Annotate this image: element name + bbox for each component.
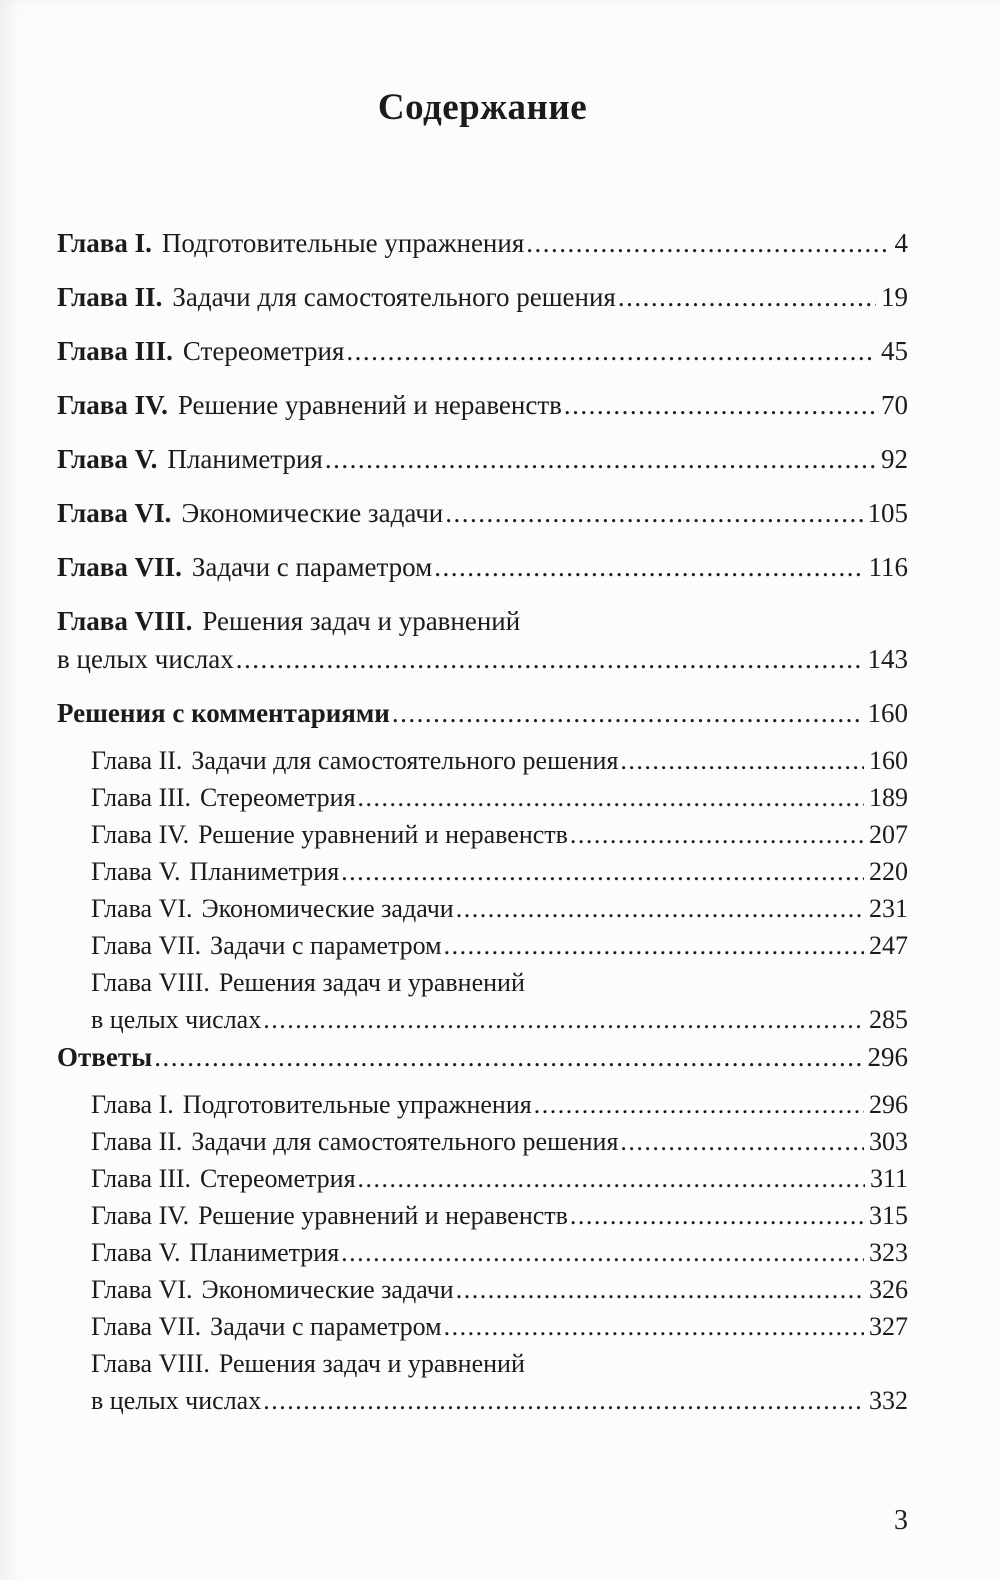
dot-leader xyxy=(564,391,876,419)
toc-entry-title: Решения задач и уравнений xyxy=(202,606,521,636)
toc-entry-page: 143 xyxy=(867,644,908,674)
toc-entry xyxy=(57,1043,908,1071)
toc-entry-line xyxy=(91,858,908,885)
toc-entry-title: Решение уравнений и неравенств xyxy=(177,390,562,420)
toc-entry-page: 160 xyxy=(867,698,908,728)
toc-entry-title: Ответы xyxy=(57,1042,153,1072)
toc-entry-line-continued xyxy=(57,645,908,673)
toc-entry-line xyxy=(91,1239,908,1266)
toc-entry xyxy=(57,445,908,473)
toc-entry xyxy=(57,229,908,257)
toc-entry xyxy=(57,553,908,581)
dot-leader xyxy=(456,895,864,922)
toc-entry-page: 45 xyxy=(881,336,908,366)
toc-list xyxy=(57,229,908,1414)
toc-entry-page: 105 xyxy=(867,498,908,528)
toc-entry-page: 311 xyxy=(869,1164,908,1193)
toc-entry-page: 323 xyxy=(869,1238,908,1267)
toc-entry-page: 4 xyxy=(894,228,908,258)
toc-entry-line xyxy=(91,969,908,996)
toc-entry-title: Экономические задачи xyxy=(201,1275,454,1304)
toc-entry-title: Задачи с параметром xyxy=(191,552,433,582)
toc-entry xyxy=(57,607,908,673)
toc-title: Содержание xyxy=(377,87,588,128)
dot-leader xyxy=(341,1239,864,1266)
toc-entry xyxy=(57,895,908,922)
toc-entry-page: 160 xyxy=(869,746,908,775)
toc-entry xyxy=(57,858,908,885)
toc-entry-line xyxy=(91,932,908,959)
dot-leader xyxy=(263,1006,864,1033)
toc-entry-label: Глава III. xyxy=(91,1164,192,1193)
toc-entry-page: 327 xyxy=(869,1312,908,1341)
toc-entry-line xyxy=(57,337,908,365)
dot-leader xyxy=(570,1202,864,1229)
toc-entry xyxy=(57,969,908,1033)
toc-entry xyxy=(57,821,908,848)
toc-entry-label: Глава VII. xyxy=(57,552,182,582)
toc-entry-label: Глава III. xyxy=(57,336,173,366)
toc-entry-label: Глава V. xyxy=(57,444,158,474)
toc-entry-line xyxy=(91,1350,908,1377)
toc-entry xyxy=(57,1165,908,1192)
toc-entry-label: Глава IV. xyxy=(91,1201,190,1230)
dot-leader xyxy=(392,699,863,727)
toc-entry-title: Задачи для самостоятельного решения xyxy=(191,746,619,775)
dot-leader xyxy=(444,932,864,959)
toc-entry-page: 326 xyxy=(869,1275,908,1304)
toc-entry-label: Глава VIII. xyxy=(91,1349,210,1378)
toc-entry-label: Глава VI. xyxy=(91,1275,193,1304)
toc-entry-title: Задачи для самостоятельного решения xyxy=(191,1127,619,1156)
toc-entry xyxy=(57,932,908,959)
dot-leader xyxy=(346,337,876,365)
page-number: 3 xyxy=(894,1505,908,1536)
toc-entry-line xyxy=(91,784,908,811)
toc-entry-label: Глава IV. xyxy=(91,820,190,849)
toc-entry-line xyxy=(57,445,908,473)
toc-entry-line xyxy=(57,553,908,581)
toc-entry-title: Решение уравнений и неравенств xyxy=(198,820,568,849)
toc-entry xyxy=(57,1239,908,1266)
toc-entry-line xyxy=(91,1165,908,1192)
toc-entry-line xyxy=(91,1128,908,1155)
toc-entry-line xyxy=(57,1043,908,1071)
toc-entry-title: Экономические задачи xyxy=(181,498,444,528)
toc-entry-line xyxy=(91,821,908,848)
dot-leader xyxy=(534,1091,864,1118)
dot-leader xyxy=(154,1043,862,1071)
toc-entry-label: Глава VIII. xyxy=(91,968,210,997)
toc-entry-line xyxy=(57,229,908,257)
toc-entry-page: 189 xyxy=(869,783,908,812)
toc-entry-title: Решения с комментариями xyxy=(57,698,390,728)
toc-entry-line xyxy=(91,1313,908,1340)
toc-entry-page: 70 xyxy=(881,390,908,420)
toc-entry-line xyxy=(57,283,908,311)
dot-leader xyxy=(445,499,862,527)
toc-entry-title: Задачи с параметром xyxy=(210,931,442,960)
dot-leader xyxy=(444,1313,864,1340)
toc-entry-label: Глава VII. xyxy=(91,931,202,960)
dot-leader xyxy=(618,283,876,311)
toc-entry-page: 19 xyxy=(881,282,908,312)
toc-entry-title: Стереометрия xyxy=(200,1164,356,1193)
dot-leader xyxy=(434,553,863,581)
toc-entry-page: 296 xyxy=(867,1042,908,1072)
toc-entry-line xyxy=(91,1276,908,1303)
toc-entry-line xyxy=(91,895,908,922)
toc-entry-line xyxy=(57,699,908,727)
dot-leader xyxy=(263,1387,864,1414)
toc-entry-page: 315 xyxy=(869,1201,908,1230)
toc-entry xyxy=(57,1202,908,1229)
toc-entry xyxy=(57,499,908,527)
dot-leader xyxy=(236,645,863,673)
toc-entry-title: Задачи с параметром xyxy=(210,1312,442,1341)
toc-entry-title: Решения задач и уравнений xyxy=(218,968,525,997)
toc-entry-page: 296 xyxy=(869,1090,908,1119)
dot-leader xyxy=(570,821,864,848)
toc-entry xyxy=(57,283,908,311)
toc-entry-title: Экономические задачи xyxy=(201,894,454,923)
toc-entry-line xyxy=(91,1091,908,1118)
toc-entry-label: Глава II. xyxy=(57,282,163,312)
toc-entry-line xyxy=(57,391,908,419)
toc-entry-label: Глава V. xyxy=(91,857,181,886)
toc-entry-title: Решение уравнений и неравенств xyxy=(198,1201,568,1230)
toc-entry-label: Глава I. xyxy=(57,228,152,258)
dot-leader xyxy=(325,445,876,473)
toc-entry-line-continued xyxy=(91,1387,908,1414)
toc-entry xyxy=(57,337,908,365)
toc-entry-title-continued: в целых числах xyxy=(91,1005,262,1034)
dot-leader xyxy=(358,1165,865,1192)
toc-entry-label: Глава II. xyxy=(91,1127,183,1156)
dot-leader xyxy=(341,858,864,885)
toc-entry-label: Глава VI. xyxy=(91,894,193,923)
toc-entry-title: Планиметрия xyxy=(189,1238,340,1267)
toc-entry-line-continued xyxy=(91,1006,908,1033)
toc-entry xyxy=(57,747,908,774)
toc-entry-title: Решения задач и уравнений xyxy=(218,1349,525,1378)
toc-entry xyxy=(57,1276,908,1303)
toc-entry-title: Подготовительные упражнения xyxy=(161,228,525,258)
toc-entry-label: Глава VII. xyxy=(91,1312,202,1341)
toc-entry-label: Глава II. xyxy=(91,746,183,775)
toc-entry-label: Глава VIII. xyxy=(57,606,193,636)
toc-entry-title-continued: в целых числах xyxy=(91,1386,262,1415)
toc-entry-label: Глава III. xyxy=(91,783,192,812)
toc-entry-label: Глава V. xyxy=(91,1238,181,1267)
toc-entry-title: Планиметрия xyxy=(189,857,340,886)
toc-entry-page: 207 xyxy=(869,820,908,849)
toc-entry-label: Глава I. xyxy=(91,1090,174,1119)
toc-entry xyxy=(57,1350,908,1414)
toc-entry-line xyxy=(91,1202,908,1229)
toc-entry-page: 285 xyxy=(869,1005,908,1034)
toc-entry xyxy=(57,1091,908,1118)
toc-entry-title: Стереометрия xyxy=(182,336,345,366)
toc-entry-page: 332 xyxy=(869,1386,908,1415)
toc-entry-title: Подготовительные упражнения xyxy=(182,1090,532,1119)
toc-entry-page: 247 xyxy=(869,931,908,960)
toc-entry-label: Глава VI. xyxy=(57,498,172,528)
page-content xyxy=(57,0,908,1424)
toc-entry-page: 116 xyxy=(868,552,908,582)
dot-leader xyxy=(620,747,864,774)
toc-entry-label: Глава IV. xyxy=(57,390,168,420)
toc-entry-page: 303 xyxy=(869,1127,908,1156)
toc-entry-page: 220 xyxy=(869,857,908,886)
toc-entry xyxy=(57,699,908,727)
toc-entry-title: Планиметрия xyxy=(167,444,323,474)
dot-leader xyxy=(620,1128,864,1155)
toc-entry-line xyxy=(57,499,908,527)
toc-entry xyxy=(57,1128,908,1155)
toc-entry-line xyxy=(91,747,908,774)
toc-entry-title: Стереометрия xyxy=(200,783,356,812)
toc-entry-page: 92 xyxy=(881,444,908,474)
dot-leader xyxy=(526,229,889,257)
toc-entry xyxy=(57,1313,908,1340)
toc-entry-page: 231 xyxy=(869,894,908,923)
dot-leader xyxy=(456,1276,864,1303)
toc-entry-title: Задачи для самостоятельного решения xyxy=(172,282,616,312)
toc-entry xyxy=(57,391,908,419)
dot-leader xyxy=(358,784,864,811)
toc-entry-line xyxy=(57,607,908,635)
toc-entry xyxy=(57,784,908,811)
toc-entry-title-continued: в целых числах xyxy=(57,644,234,674)
